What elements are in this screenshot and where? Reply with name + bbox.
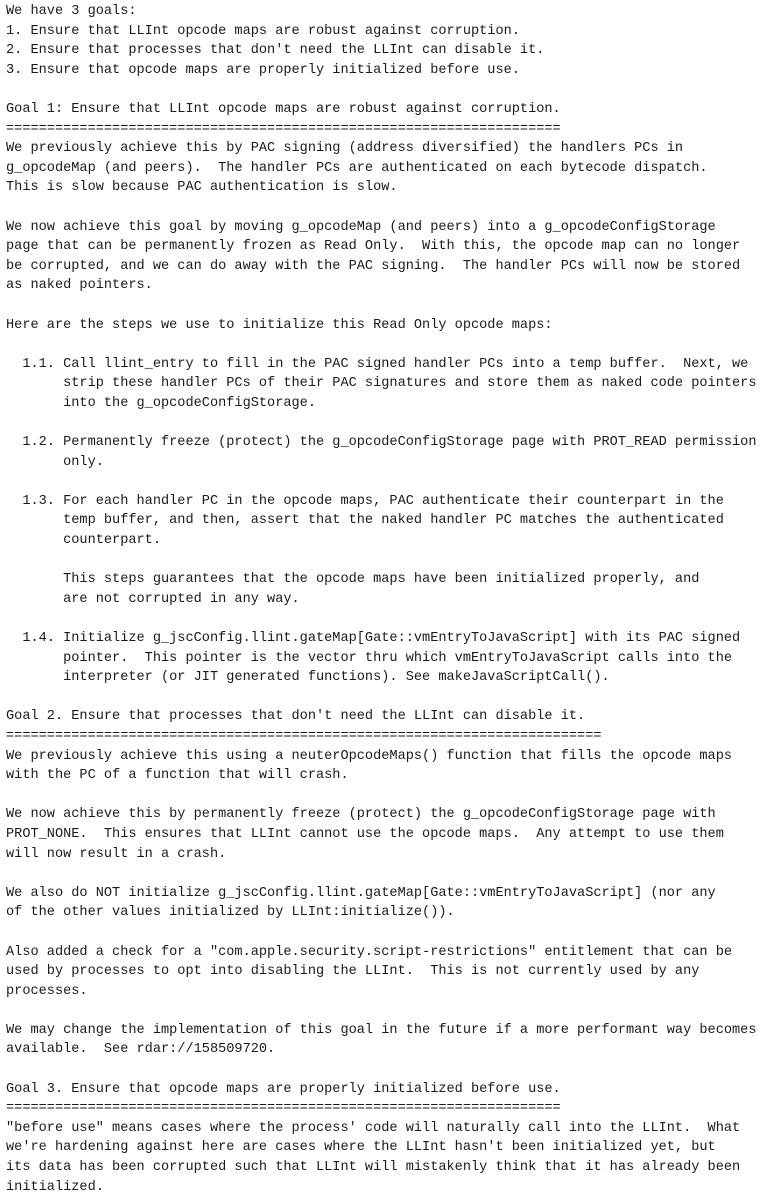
text-line	[6, 551, 769, 571]
text-line: 1.2. Permanently freeze (protect) the g_opcodeConfigStorage page with PROT_READ permission	[6, 435, 757, 451]
text-line	[6, 296, 769, 316]
text-line: 1.3. For each handler PC in the opcode maps, PAC authenticate their counterpart in the	[6, 493, 724, 509]
text-line: be corrupted, and we can do away with the PAC signing. The handler PCs will now be stored	[6, 258, 741, 274]
text-line: =========================================================================	[6, 728, 602, 744]
text-line: PROT_NONE. This ensures that LLInt cannot use the opcode maps. Any attempt to use them	[6, 826, 724, 842]
text-line: We previously achieve this by PAC signing (address diversified) the handlers PCs in	[6, 141, 684, 157]
text-line: only.	[6, 454, 104, 470]
text-line: We now achieve this by permanently freeze (protect) the g_opcodeConfigStorage page with	[6, 807, 716, 823]
text-line: We previously achieve this using a neuterOpcodeMaps() function that fills the opcode maps	[6, 748, 733, 764]
text-line: Goal 2. Ensure that processes that don't need the LLInt can disable it.	[6, 709, 586, 725]
text-line: Here are the steps we use to initialize this Read Only opcode maps:	[6, 317, 553, 333]
text-line: We may change the implementation of this goal in the future if a more performant way becomes	[6, 1022, 757, 1038]
text-line: Also added a check for a "com.apple.security.script-restrictions" entitlement that can be	[6, 944, 733, 960]
text-line: 1. Ensure that LLInt opcode maps are robust against corruption.	[6, 23, 520, 39]
text-line: "before use" means cases where the process' code will naturally call into the LLInt. What	[6, 1120, 741, 1136]
text-line: initialized.	[6, 1179, 104, 1195]
text-line: This steps guarantees that the opcode maps have been initialized properly, and	[6, 572, 700, 588]
text-line: ====================================================================	[6, 121, 561, 137]
text-line	[6, 688, 769, 708]
text-line: temp buffer, and then, assert that the naked handler PC matches the authenticated	[6, 513, 724, 529]
text-line: g_opcodeMap (and peers). The handler PCs are authenticated on each bytecode dispatch.	[6, 160, 708, 176]
text-line: strip these handler PCs of their PAC signatures and store them as naked code pointers	[6, 376, 757, 392]
text-line: 1.4. Initialize g_jscConfig.llint.gateMap[Gate::vmEntryToJavaScript] with its PAC signed	[6, 631, 741, 646]
text-line: 3. Ensure that opcode maps are properly initialized before use.	[6, 62, 520, 78]
text-line: 1.1. Call llint_entry to fill in the PAC signed handler PCs into a temp buffer. Next, we	[6, 356, 749, 372]
text-line	[6, 864, 769, 884]
text-line: Goal 3. Ensure that opcode maps are properly initialized before use.	[6, 1081, 561, 1097]
text-line: into the g_opcodeConfigStorage.	[6, 395, 316, 411]
text-line: will now result in a crash.	[6, 846, 227, 862]
text-line	[6, 198, 769, 218]
text-line: counterpart.	[6, 533, 161, 549]
text-line: we're hardening against here are cases where the LLInt hasn't been initialized yet, but	[6, 1140, 716, 1156]
text-line: used by processes to opt into disabling the LLInt. This is not currently used by any	[6, 964, 700, 980]
text-line: We have 3 goals:	[6, 4, 137, 19]
text-line: We also do NOT initialize g_jscConfig.llint.gateMap[Gate::vmEntryToJavaScript] (nor any	[6, 885, 716, 901]
text-line	[6, 80, 769, 100]
text-line: processes.	[6, 983, 88, 999]
text-line	[6, 609, 769, 629]
text-line: available. See rdar://158509720.	[6, 1042, 276, 1058]
text-line: pointer. This pointer is the vector thru which vmEntryToJavaScript calls into the	[6, 650, 733, 666]
text-line	[6, 786, 769, 806]
text-line: as naked pointers.	[6, 278, 153, 294]
text-line: of the other values initialized by LLInt:initialize()).	[6, 905, 455, 921]
text-line	[6, 472, 769, 492]
text-line	[6, 923, 769, 943]
text-line	[6, 1060, 769, 1080]
text-line: We now achieve this goal by moving g_opcodeMap (and peers) into a g_opcodeConfigStorage	[6, 219, 716, 235]
text-line: page that can be permanently frozen as Read Only. With this, the opcode map can no longer	[6, 239, 741, 255]
text-line: are not corrupted in any way.	[6, 591, 300, 607]
text-line	[6, 1001, 769, 1021]
text-line: This is slow because PAC authentication is slow.	[6, 180, 398, 196]
text-line	[6, 335, 769, 355]
text-line: ====================================================================	[6, 1101, 561, 1117]
text-line: Goal 1: Ensure that LLInt opcode maps are robust against corruption.	[6, 101, 561, 117]
text-line	[6, 413, 769, 433]
text-line: 2. Ensure that processes that don't need the LLInt can disable it.	[6, 43, 545, 59]
text-line: with the PC of a function that will crash.	[6, 768, 349, 784]
text-line: its data has been corrupted such that LLInt will mistakenly think that it has already been	[6, 1160, 741, 1176]
text-line: interpreter (or JIT generated functions). See makeJavaScriptCall().	[6, 670, 610, 686]
